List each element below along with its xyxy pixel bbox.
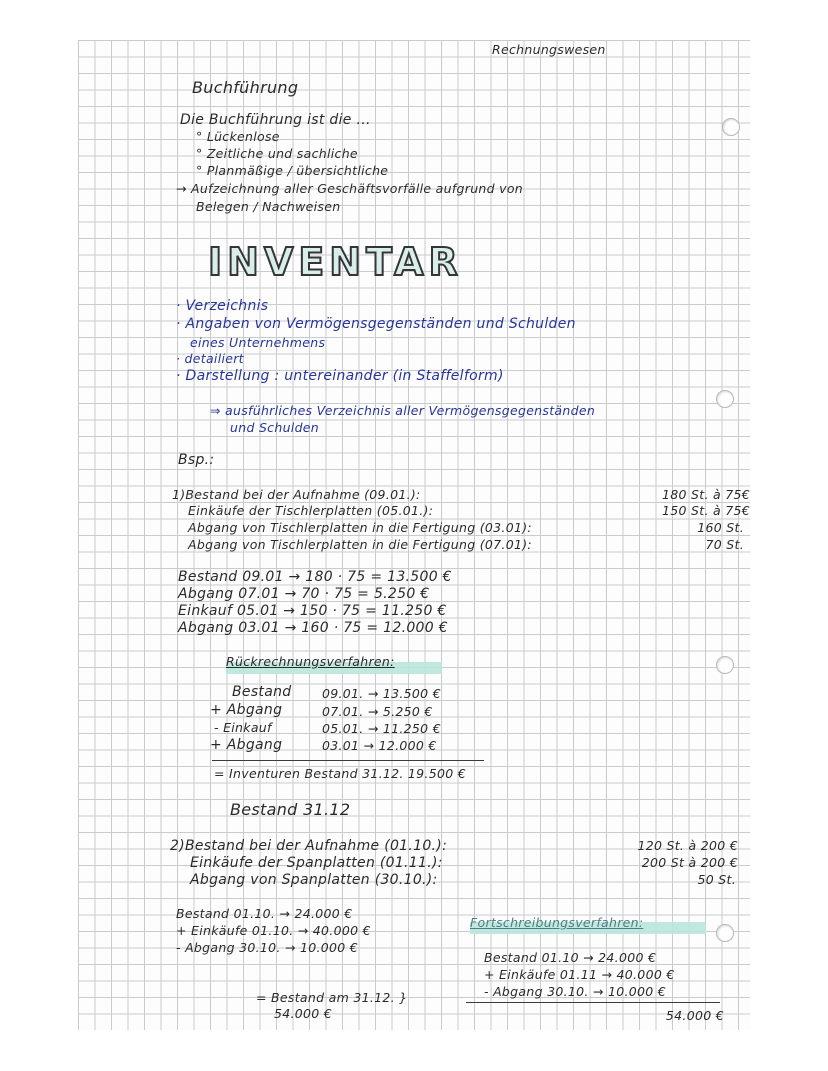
subject-label: Rechnungswesen: [492, 42, 606, 57]
buchfuehrung-line: Belegen / Nachweisen: [196, 199, 341, 214]
back-label: Bestand: [232, 684, 292, 700]
punch-hole: [716, 924, 734, 942]
task2-value: 200 St à 200 €: [641, 855, 738, 870]
task2-calc-line: + Einkäufe 01.10. → 40.000 €: [176, 923, 371, 938]
task1-value: 180 St. à 75€: [661, 487, 750, 502]
buchfuehrung-bullet: ° Lückenlose: [196, 129, 280, 144]
inventar-summary: ⇒ ausführliches Verzeichnis aller Vermögensgegenständen: [210, 403, 596, 418]
back-value: 07.01. → 5.250 €: [322, 704, 433, 719]
inventar-bullet: · detailiert: [176, 351, 244, 366]
task2-row: Abgang von Spanplatten (30.10.):: [190, 872, 438, 888]
punch-hole: [722, 118, 740, 136]
back-value: 05.01. → 11.250 €: [322, 721, 441, 736]
task1-value: 70 St.: [705, 537, 744, 552]
task1-row: 1)Bestand bei der Aufnahme (09.01.):: [172, 487, 421, 502]
task1-calc-line: Abgang 03.01 → 160 · 75 = 12.000 €: [178, 620, 448, 636]
back-value: 09.01. → 13.500 €: [322, 686, 441, 701]
buchfuehrung-intro: Die Buchführung ist die ...: [180, 112, 371, 128]
forward-method-heading: Fortschreibungsverfahren:: [470, 915, 644, 930]
buchfuehrung-line: → Aufzeichnung aller Geschäftsvorfälle aufgrund von: [176, 181, 524, 196]
back-result: = Inventuren Bestand 31.12. 19.500 €: [214, 766, 466, 781]
task1-value: 150 St. à 75€: [661, 503, 750, 518]
task1-value: 160 St.: [697, 520, 744, 535]
forward-total: 54.000 €: [665, 1008, 724, 1023]
back-method-heading: Rückrechnungsverfahren:: [226, 654, 395, 669]
back-label: - Einkauf: [214, 720, 272, 735]
inventar-title: INVENTAR: [208, 240, 463, 284]
back-label: + Abgang: [210, 737, 283, 753]
back-label: + Abgang: [210, 702, 283, 718]
task2-result: = Bestand am 31.12. }: [256, 990, 408, 1005]
back-value: 03.01 → 12.000 €: [322, 738, 437, 753]
example-label: Bsp.:: [178, 452, 215, 468]
forward-line: + Einkäufe 01.11 → 40.000 €: [484, 967, 675, 982]
inventar-bullet: · Angaben von Vermögensgegenständen und Schulden: [176, 316, 576, 332]
sum-line: [212, 760, 484, 761]
inventar-bullet: · Verzeichnis: [176, 298, 269, 314]
task2-row: Einkäufe der Spanplatten (01.11.):: [190, 855, 443, 871]
punch-hole: [716, 656, 734, 674]
task1-row: Abgang von Tischlerplatten in die Fertigung (07.01):: [188, 537, 532, 552]
inventar-summary: und Schulden: [230, 420, 320, 435]
task2-calc-line: - Abgang 30.10. → 10.000 €: [176, 940, 359, 955]
task2-row: 2)Bestand bei der Aufnahme (01.10.):: [170, 838, 448, 854]
task1-calc-line: Abgang 07.01 → 70 · 75 = 5.250 €: [178, 586, 430, 602]
task1-calc-line: Bestand 09.01 → 180 · 75 = 13.500 €: [178, 569, 452, 585]
sum-line: [466, 1002, 720, 1003]
task2-value: 50 St.: [697, 872, 736, 887]
task1-calc-line: Einkauf 05.01 → 150 · 75 = 11.250 €: [178, 603, 447, 619]
inventar-bullet: eines Unternehmens: [190, 335, 326, 350]
punch-hole: [716, 390, 734, 408]
task1-row: Einkäufe der Tischlerplatten (05.01.):: [188, 503, 434, 518]
task2-value: 120 St. à 200 €: [637, 838, 738, 853]
inventar-bullet: · Darstellung : untereinander (in Staffelform): [176, 368, 504, 384]
forward-line: - Abgang 30.10. → 10.000 €: [484, 984, 667, 999]
final-bestand: Bestand 31.12: [230, 800, 351, 819]
task1-row: Abgang von Tischlerplatten in die Fertigung (03.01):: [188, 520, 532, 535]
task2-calc-line: Bestand 01.10. → 24.000 €: [176, 906, 353, 921]
buchfuehrung-heading: Buchführung: [192, 78, 299, 97]
buchfuehrung-bullet: ° Zeitliche und sachliche: [196, 146, 358, 161]
task2-result-value: 54.000 €: [274, 1006, 333, 1021]
forward-line: Bestand 01.10 → 24.000 €: [484, 950, 657, 965]
buchfuehrung-bullet: ° Planmäßige / übersichtliche: [196, 163, 389, 178]
